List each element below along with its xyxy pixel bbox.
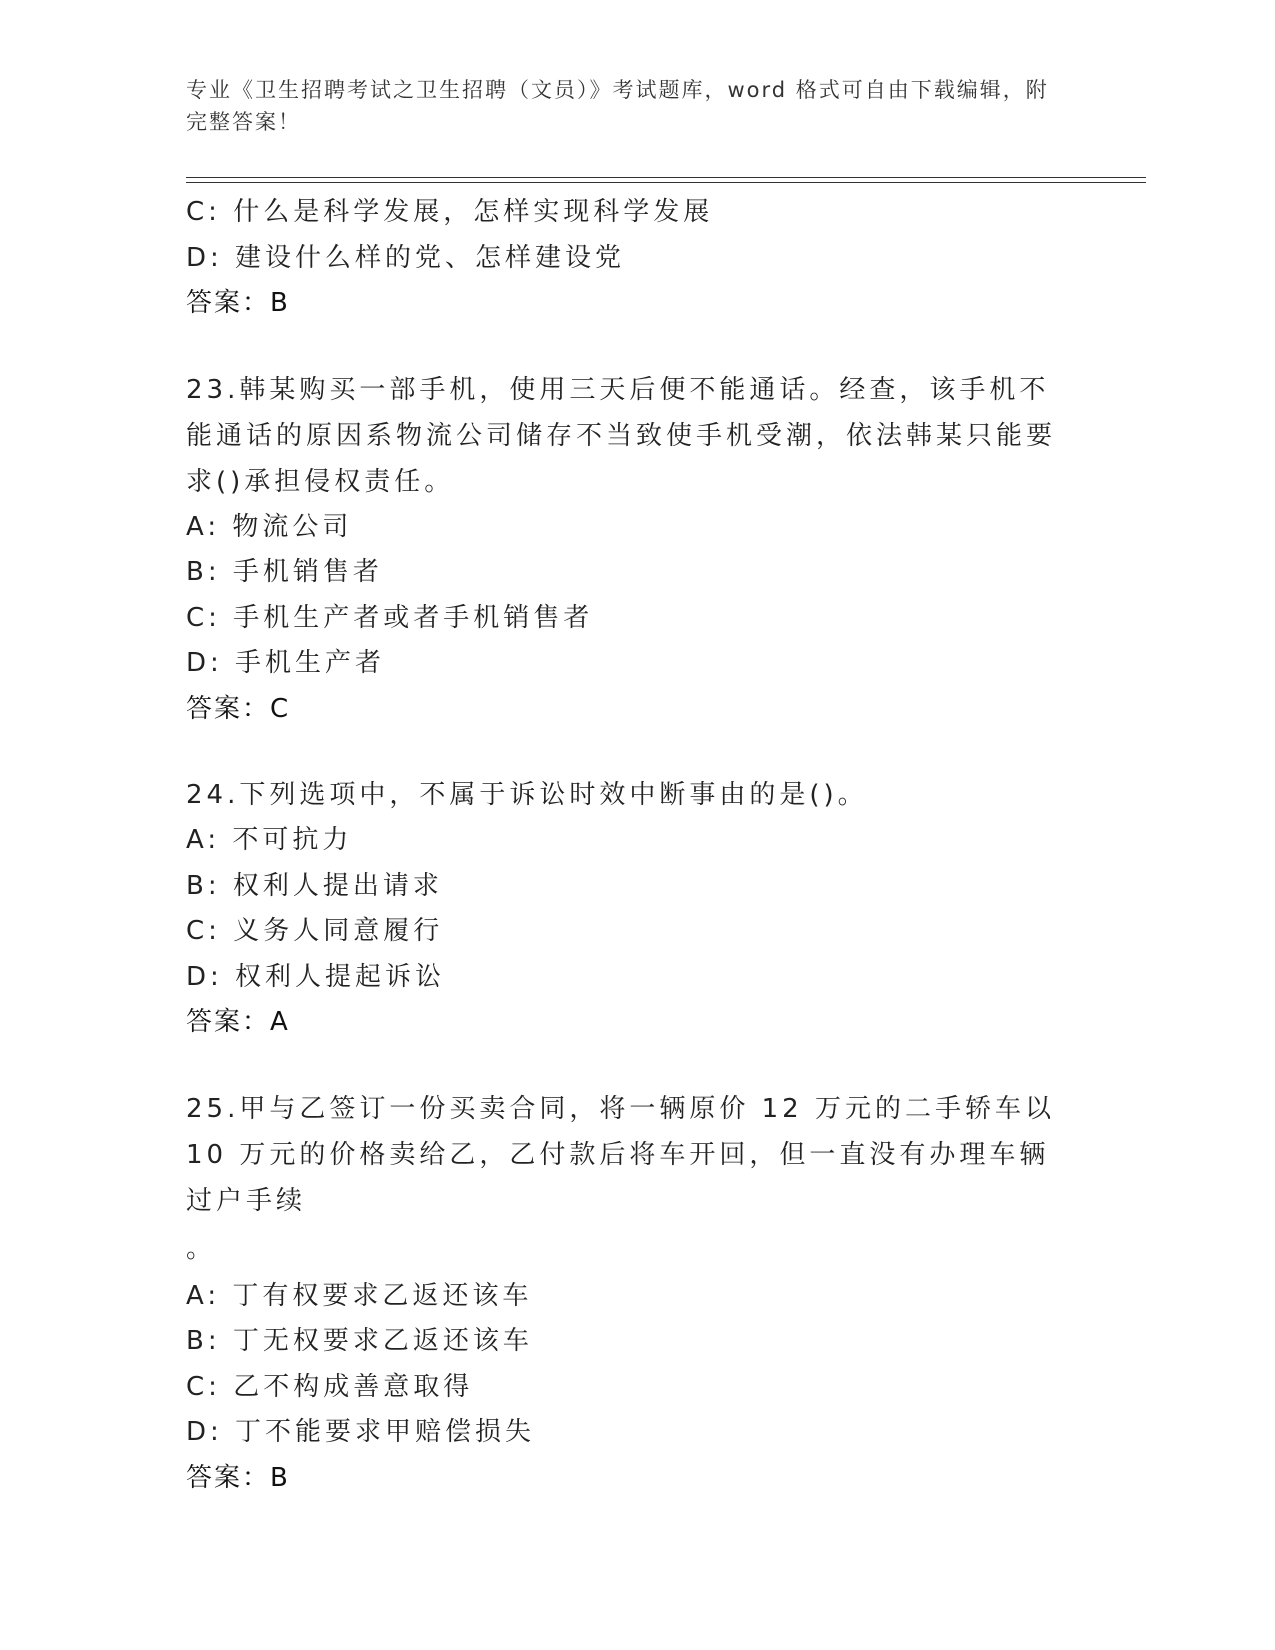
option-text: 权利人提出请求 [232,870,443,901]
answer: 答案：A [186,1007,290,1037]
option-b [186,864,1066,910]
question-stem: 23.韩某购买一部手机，使用三天后便不能通话。经查，该手机不能通话的原因系物流公司储存不当致使手机受潮，依法韩某只能要求()承担侵权责任。 [186,374,1057,497]
option-label: A: [186,825,221,855]
option-label: D: [186,961,223,992]
option-d [186,236,1066,282]
option-text: 手机生产者或者手机销售者 [233,602,594,633]
option-text: 义务人同意履行 [233,916,444,946]
question-25 [186,1086,1066,1502]
option-label: B: [186,557,221,587]
option-label: D: [186,1417,223,1447]
option-text: 手机销售者 [232,557,383,587]
option-b [186,550,1066,596]
option-text: 丁无权要求乙返还该车 [232,1326,533,1356]
option-text: 物流公司 [232,511,353,542]
answer: 答案：B [186,1462,290,1493]
option-c [186,909,1066,955]
option-c [186,1365,1066,1411]
option-c [186,190,1066,236]
option-label: B: [186,870,221,901]
option-b [186,1319,1066,1365]
option-text: 建设什么样的党、怎样建设党 [235,242,626,273]
question-stem-tail: 。 [186,1233,217,1264]
answer: 答案：C [186,693,291,724]
option-label: A: [186,511,221,542]
option-text: 丁不能要求甲赔偿损失 [235,1417,536,1447]
option-a [186,818,1066,864]
document-header: 专业《卫生招聘考试之卫生招聘（文员）》考试题库，word 格式可自由下载编辑，附完整答案！ [186,78,1049,134]
continued-question [186,190,1066,327]
option-label: B: [186,1326,221,1356]
option-label: A: [186,1280,221,1311]
question-list [186,190,1066,1501]
question-stem: 24.下列选项中，不属于诉讼时效中断事由的是()。 [186,780,868,810]
option-label: C: [186,197,221,227]
option-label: D: [186,648,223,678]
option-text: 权利人提起诉讼 [235,961,446,992]
question-stem: 25.甲与乙签订一份买卖合同，将一辆原价 12 万元的二手轿车以 10 万元的价格卖给乙，乙付款后将车开回，但一直没有办理车辆过户手续 [186,1093,1055,1216]
option-label: C: [186,916,221,946]
option-a [186,505,1066,551]
option-a [186,1274,1066,1320]
option-label: C: [186,1371,221,1402]
option-c [186,596,1066,642]
option-text: 乙不构成善意取得 [233,1371,474,1402]
header-divider-bottom [186,182,1146,183]
option-text: 丁有权要求乙返还该车 [232,1280,533,1311]
header-divider-top [186,177,1146,178]
option-text: 手机生产者 [235,648,386,678]
option-d [186,955,1066,1001]
option-text: 什么是科学发展，怎样实现科学发展 [233,197,714,227]
option-d [186,1410,1066,1456]
option-text: 不可抗力 [232,825,353,855]
answer: 答案：B [186,288,290,318]
option-d [186,641,1066,687]
option-label: D: [186,242,223,273]
option-label: C: [186,602,221,633]
question-23 [186,367,1066,733]
question-24 [186,772,1066,1046]
